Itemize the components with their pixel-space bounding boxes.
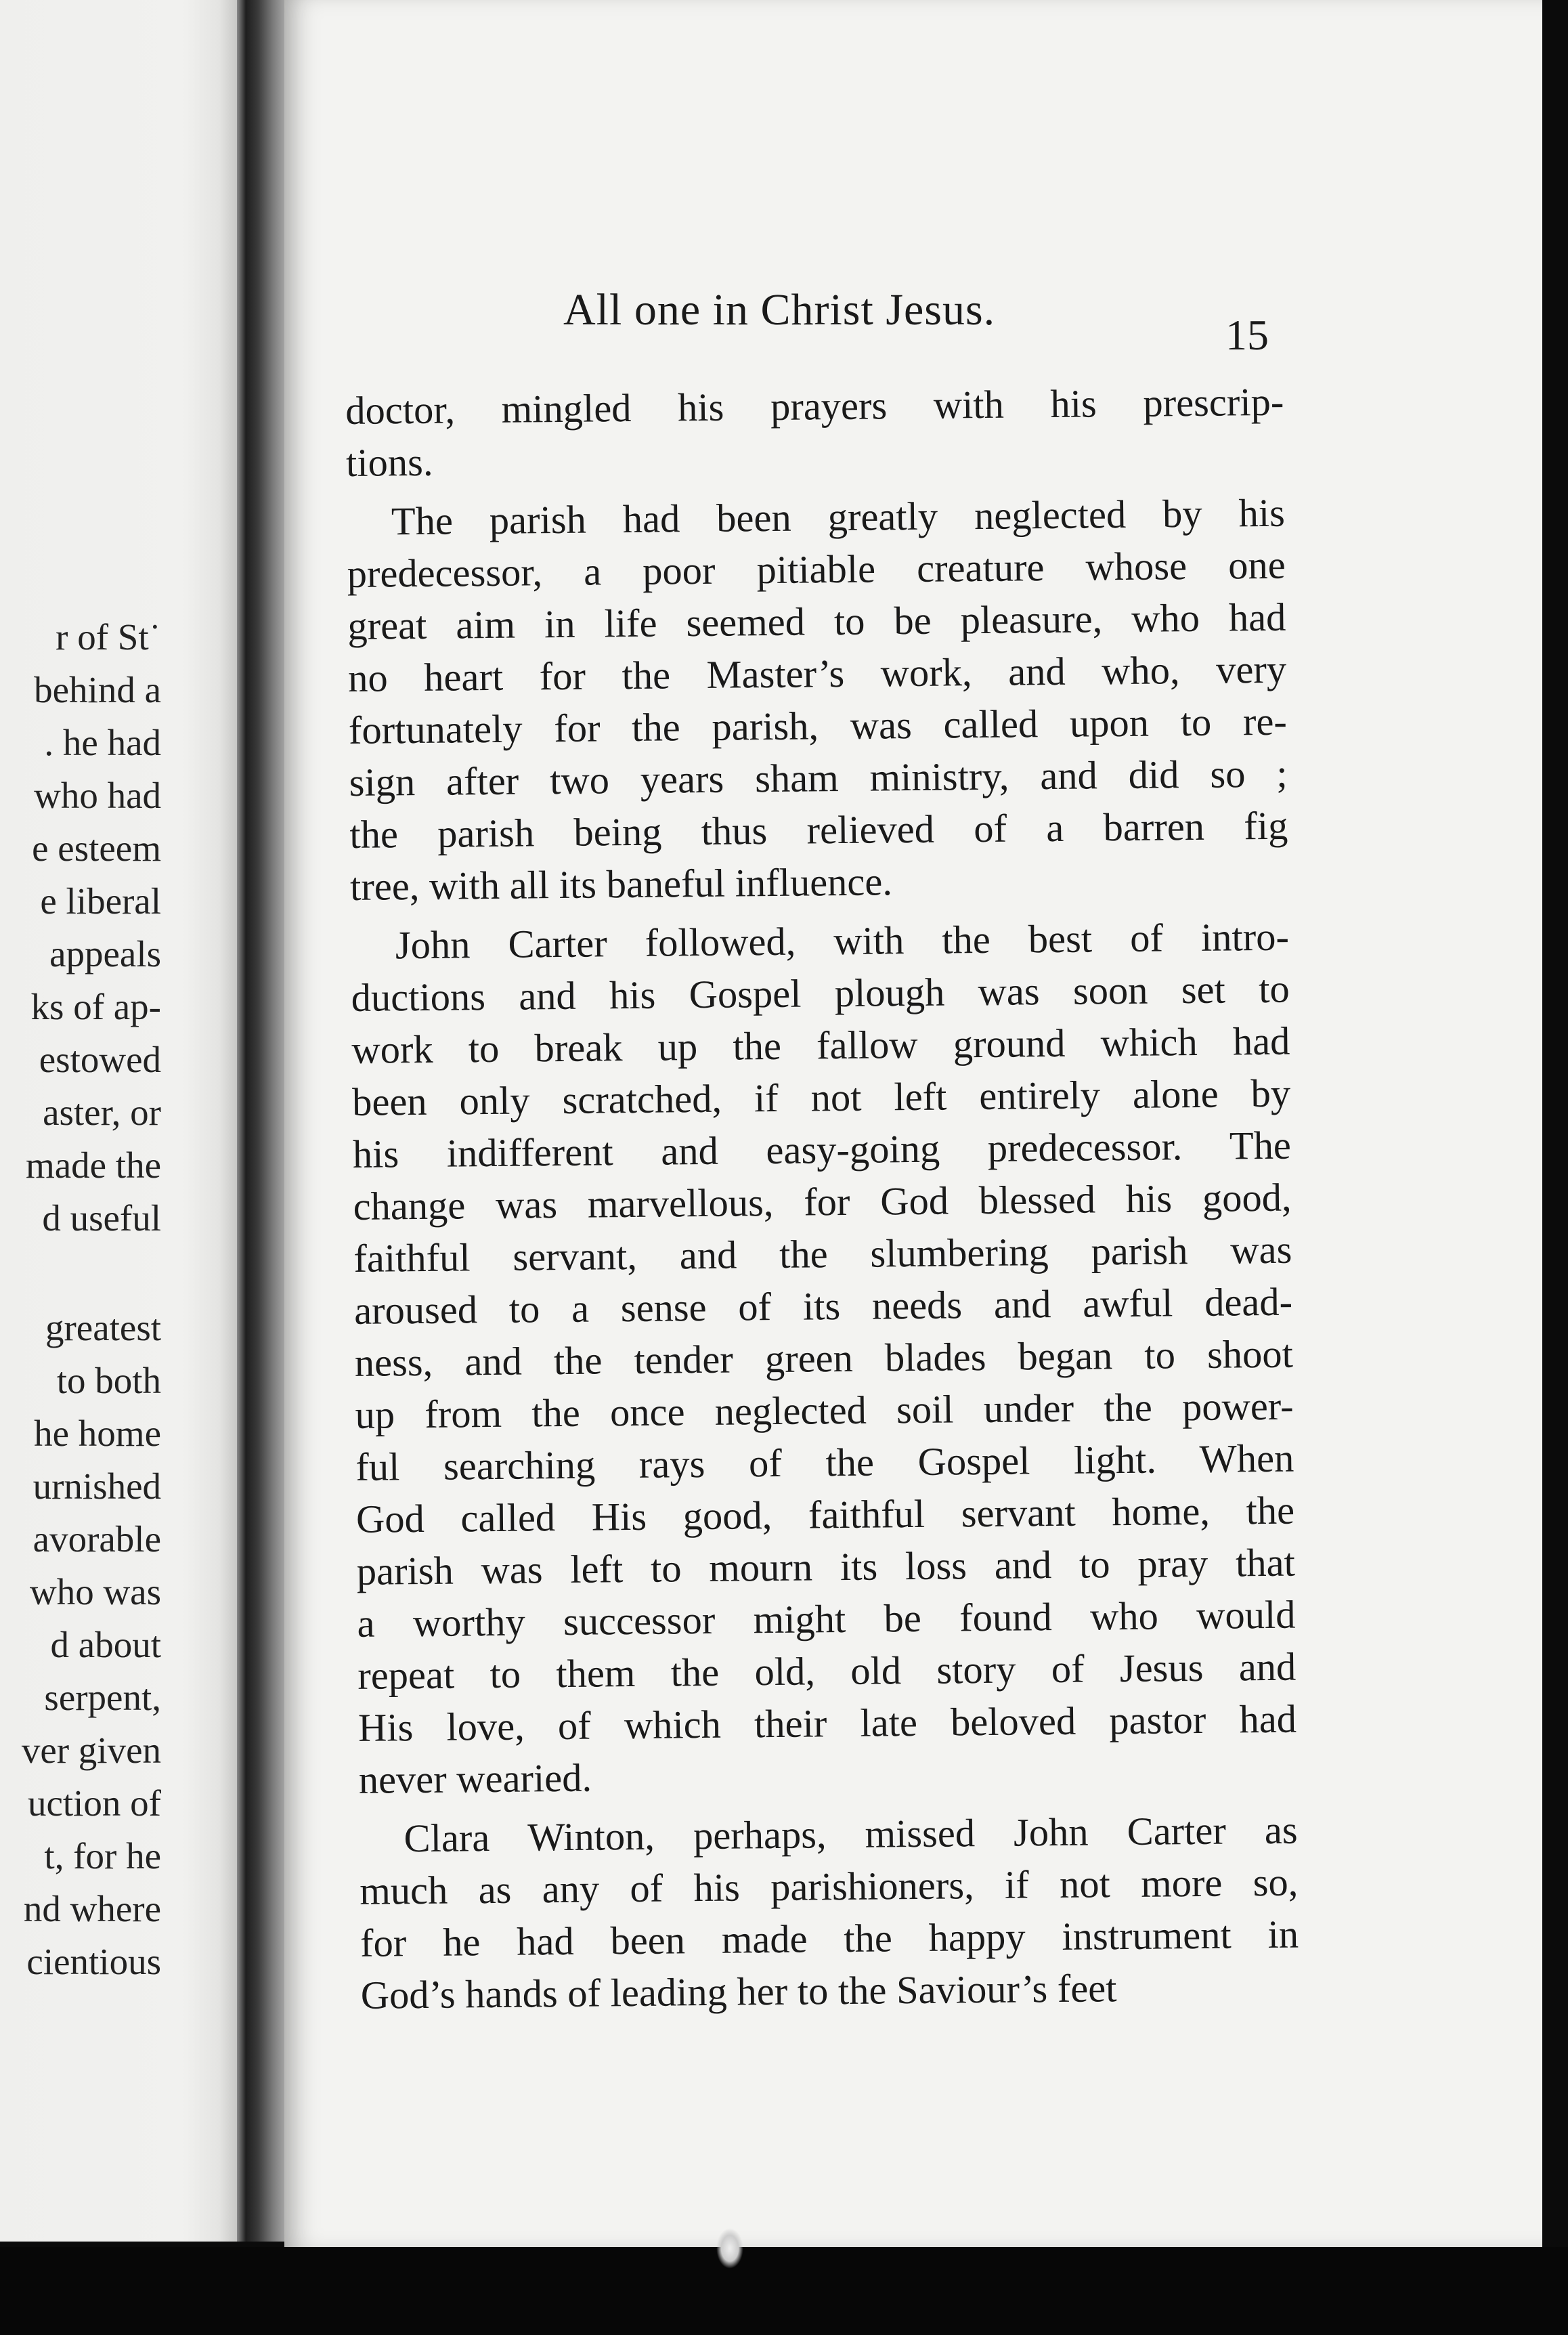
previous-page-line: he home (34, 1413, 161, 1454)
text-line: ness, and the tender green blades began to shoot (354, 1331, 1294, 1385)
text-line: faithful servant, and the slumbering parish was (353, 1227, 1292, 1281)
previous-page-line: who was (29, 1571, 161, 1612)
text-line: ductions and his Gospel plough was soon set to (351, 966, 1290, 1020)
previous-page-text-upper (0, 611, 244, 1245)
previous-page-line: serpent, (44, 1677, 161, 1718)
text-line: a worthy successor might be found who would (357, 1592, 1296, 1646)
text-line: Clara Winton, perhaps, missed John Carter as (404, 1807, 1298, 1861)
scan-background (0, 2247, 1568, 2335)
previous-page-line: estowed (39, 1039, 161, 1080)
text-line: never wearied. (358, 1755, 592, 1802)
paragraph (359, 1804, 1299, 2021)
previous-page-line: t, for he (44, 1835, 161, 1877)
text-line: repeat to them the old, old story of Jesus and (357, 1644, 1297, 1698)
text-line: The parish had been greatly neglected by his (391, 490, 1286, 544)
previous-page-line: appeals (49, 933, 161, 974)
previous-page-line: cientious (26, 1941, 161, 1982)
text-line: God’s hands of leading her to the Saviour’s feet (360, 1966, 1117, 2017)
text-line: work to break up the fallow ground which had (351, 1019, 1290, 1072)
previous-page-line: made the (25, 1144, 161, 1186)
text-line: God called His good, faithful servant home, the (355, 1488, 1295, 1541)
previous-page-line: d about (50, 1624, 161, 1665)
previous-page-line: behind a (34, 669, 161, 710)
previous-page-line: nd where (23, 1888, 161, 1929)
text-line: predecessor, a poor pitiable creature whose one (347, 542, 1286, 596)
previous-page-line: e esteem (32, 828, 161, 869)
page-body-text (345, 376, 1299, 2021)
paragraph (347, 487, 1289, 913)
previous-page (0, 0, 244, 2242)
previous-page-line: avorable (32, 1518, 161, 1560)
previous-page-line: who had (34, 775, 161, 816)
text-line: for he had been made the happy instrument in (360, 1912, 1299, 1965)
text-line: tions. (345, 440, 433, 485)
previous-page-line: ks of ap- (30, 986, 161, 1027)
previous-page-line: to both (56, 1360, 161, 1401)
text-line: been only scratched, if not left entirely alone by (351, 1071, 1291, 1124)
text-line: John Carter followed, with the best of intro- (395, 914, 1290, 968)
text-line: doctor, mingled his prayers with his prescrip- (345, 379, 1284, 433)
text-line: parish was left to mourn its loss and to pray that (356, 1540, 1296, 1593)
text-line: ful searching rays of the Gospel light. When (355, 1436, 1294, 1489)
previous-page-line: uction of (27, 1782, 161, 1824)
page-number: 15 (1225, 311, 1269, 359)
scan-artifact (716, 2228, 743, 2269)
text-line: great aim in life seemed to be pleasure, who had (347, 595, 1286, 648)
text-line: aroused to a sense of its needs and awful dead- (353, 1279, 1293, 1333)
text-line: his indifferent and easy-going predecessor. The (352, 1123, 1292, 1176)
paragraph (345, 376, 1284, 489)
previous-page-line: r of St˙ (56, 616, 161, 658)
previous-page-line: urnished (32, 1465, 161, 1507)
paragraph (351, 911, 1298, 1806)
text-line: fortunately for the parish, was called upon to re- (348, 699, 1288, 752)
text-line: up from the once neglected soil under the power- (355, 1384, 1294, 1437)
text-line: much as any of his parishioners, if not more so, (360, 1860, 1299, 1913)
previous-page-line: ver given (21, 1730, 161, 1771)
text-line: no heart for the Master’s work, and who, very (347, 647, 1287, 700)
text-line: sign after two years sham ministry, and did so ; (349, 751, 1288, 805)
previous-page-line: . he had (44, 722, 161, 763)
previous-page-line: d useful (42, 1197, 161, 1239)
previous-page-line: greatest (45, 1307, 161, 1348)
running-title: All one in Christ Jesus. (563, 285, 996, 335)
text-line: change was marvellous, for God blessed his good, (353, 1175, 1292, 1228)
text-line: the parish being thus relieved of a barren fig (349, 803, 1288, 857)
previous-page-text-lower (0, 1302, 244, 1988)
previous-page-line: aster, or (43, 1092, 161, 1133)
text-line: His love, of which their late beloved pastor had (357, 1696, 1297, 1750)
text-line: tree, with all its baneful influence. (349, 859, 893, 909)
previous-page-line: e liberal (40, 880, 161, 922)
